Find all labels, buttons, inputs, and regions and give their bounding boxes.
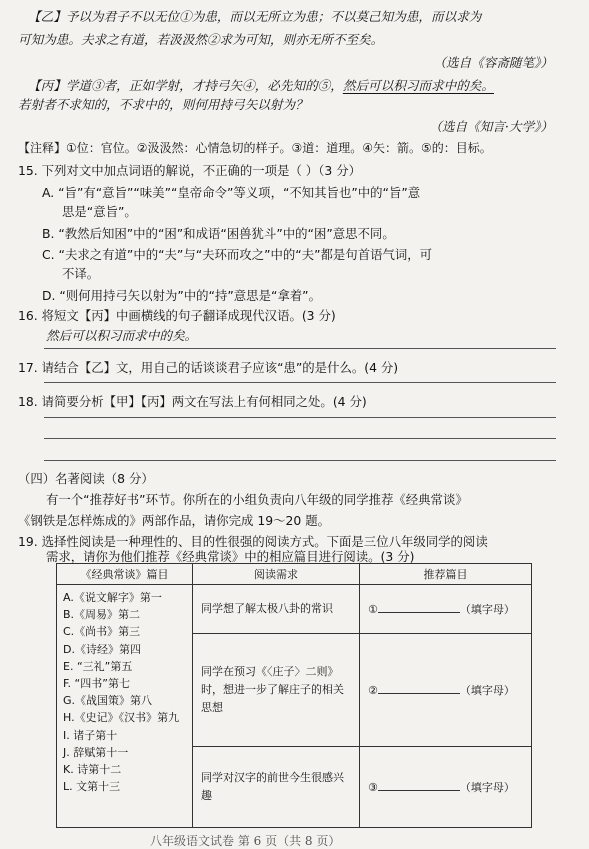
recommendation-table: [56, 563, 532, 828]
answer-line[interactable]: [44, 348, 556, 349]
answer-line[interactable]: [44, 438, 556, 439]
book-item: B.《周易》第二: [63, 608, 141, 622]
fill-blank-1[interactable]: [378, 602, 460, 613]
passage-yi-source: （选自《容斋随笔》）: [433, 55, 553, 70]
q19-stem-line2: 需求，请你为他们推荐《经典常谈》中的相应篇目进行阅读。(3 分): [46, 549, 415, 564]
notes: 【注释】①位：官位。②汲汲然：心情急切的样子。③道：道理。④矢：箭。⑤的：目标。: [18, 141, 492, 155]
header-picks: 推荐篇目: [360, 564, 532, 585]
q16-sentence: 然后可以积习而求中的矣。: [46, 328, 198, 343]
q15-option-c-line1: C. “夫求之有道”中的“夫”与“夫环而攻之”中的“夫”都是句首语气词，可: [42, 247, 433, 262]
q16-stem: 16. 将短文【丙】中画横线的句子翻译成现代汉语。(3 分): [18, 308, 336, 323]
pick-num: ③: [368, 780, 378, 794]
table-row: [57, 585, 532, 634]
header-books: 《经典常谈》篇目: [57, 564, 193, 585]
passage-yi-line1: 【乙】予以为君子不以无位①为患，而以无所立为患；不以莫己知为患，而以求为: [28, 9, 482, 24]
book-item: F. “四书”第七: [63, 677, 130, 691]
table-header-row: [57, 564, 532, 585]
q17-stem: 17. 请结合【乙】文，用自己的话谈谈君子应该“患”的是什么。(4 分): [18, 360, 399, 375]
book-item: G.《战国策》第八: [63, 694, 153, 708]
book-item: I. 诸子第十: [63, 728, 118, 742]
section4-intro-line1: 有一个“推荐好书”环节。你所在的小组负责向八年级的同学推荐《经典常谈》: [46, 492, 468, 507]
pick-1: [360, 585, 532, 634]
book-item: E. “三礼”第五: [63, 659, 133, 673]
answer-line[interactable]: [44, 460, 556, 461]
page-footer: 八年级语文试卷 第 6 页（共 8 页）: [150, 834, 341, 848]
answer-line[interactable]: [44, 382, 556, 383]
q15-stem: 15. 下列对文中加点词语的解说，不正确的一项是（ ）（3 分）: [18, 163, 361, 178]
passage-bing-line1: [28, 77, 494, 94]
section4-intro-line2: 《钢铁是怎样炼成的》两部作品，请你完成 19～20 题。: [18, 513, 331, 528]
pick-2: [360, 633, 532, 746]
need-3: 同学对汉字的前世今生很感兴趣: [193, 746, 360, 827]
need-1: 同学想了解太极八卦的常识: [193, 585, 360, 634]
answer-line[interactable]: [44, 417, 556, 418]
book-item: A.《说文解字》第一: [63, 591, 162, 604]
passage-bing-line1-a: 【丙】学道③者，正如学射，才持弓矢④，必先知的⑤，: [28, 78, 343, 93]
q15-option-c-line2: 不译。: [62, 266, 100, 281]
q18-stem: 18. 请简要分析【甲】【丙】两文在写法上有何相同之处。(4 分): [18, 394, 367, 409]
q15-option-d: D. “则何用持弓矢以射为”中的“持”意思是“拿着”。: [42, 288, 321, 303]
book-item: D.《诗经》第四: [63, 642, 141, 656]
book-list: [57, 585, 193, 828]
q19-stem-line1: 19. 选择性阅读是一种理性的、目的性很强的阅读方式。下面是三位八年级同学的阅读: [18, 534, 488, 549]
book-item: C.《尚书》第三: [63, 625, 141, 639]
book-item: L. 文第十三: [63, 780, 121, 794]
passage-bing-line2: 若射者不求知的，不求中的，则何用持弓矢以射为？: [18, 97, 308, 112]
need-2: 同学在预习《〈庄子〉二则》时，想进一步了解庄子的相关思想: [193, 633, 360, 746]
pick-hint: （填字母）: [459, 683, 515, 697]
passage-yi-line2: 可知为患。夫求之有道，若汲汲然②求为可知，则亦无所不至矣。: [18, 32, 384, 47]
q15-option-a-line2: 思是“意旨”。: [62, 204, 137, 219]
pick-3: [360, 746, 532, 827]
q15-option-a-line1: A. “旨”有“意旨”“味美”“皇帝命令”等义项，“不知其旨也”中的“旨”意: [42, 185, 421, 200]
header-needs: 阅读需求: [193, 564, 360, 585]
fill-blank-2[interactable]: [378, 683, 460, 694]
passage-bing-source: （选自《知言·大学》）: [429, 119, 553, 134]
book-item: K. 诗第十二: [63, 763, 122, 777]
pick-num: ①: [368, 602, 378, 616]
q15-option-b: B. “教然后知困”中的“困”和成语“困兽犹斗”中的“困”意思不同。: [42, 226, 395, 241]
section4-heading: （四）名著阅读（8 分）: [18, 471, 154, 486]
book-item: H.《史记》《汉书》第九: [63, 711, 180, 725]
fill-blank-3[interactable]: [378, 780, 460, 791]
pick-hint: （填字母）: [459, 780, 515, 794]
underlined-sentence: 然后可以积习而求中的矣。: [342, 78, 494, 93]
pick-hint: （填字母）: [459, 602, 515, 616]
pick-num: ②: [368, 683, 378, 697]
book-item: J. 辞赋第十一: [63, 745, 129, 759]
